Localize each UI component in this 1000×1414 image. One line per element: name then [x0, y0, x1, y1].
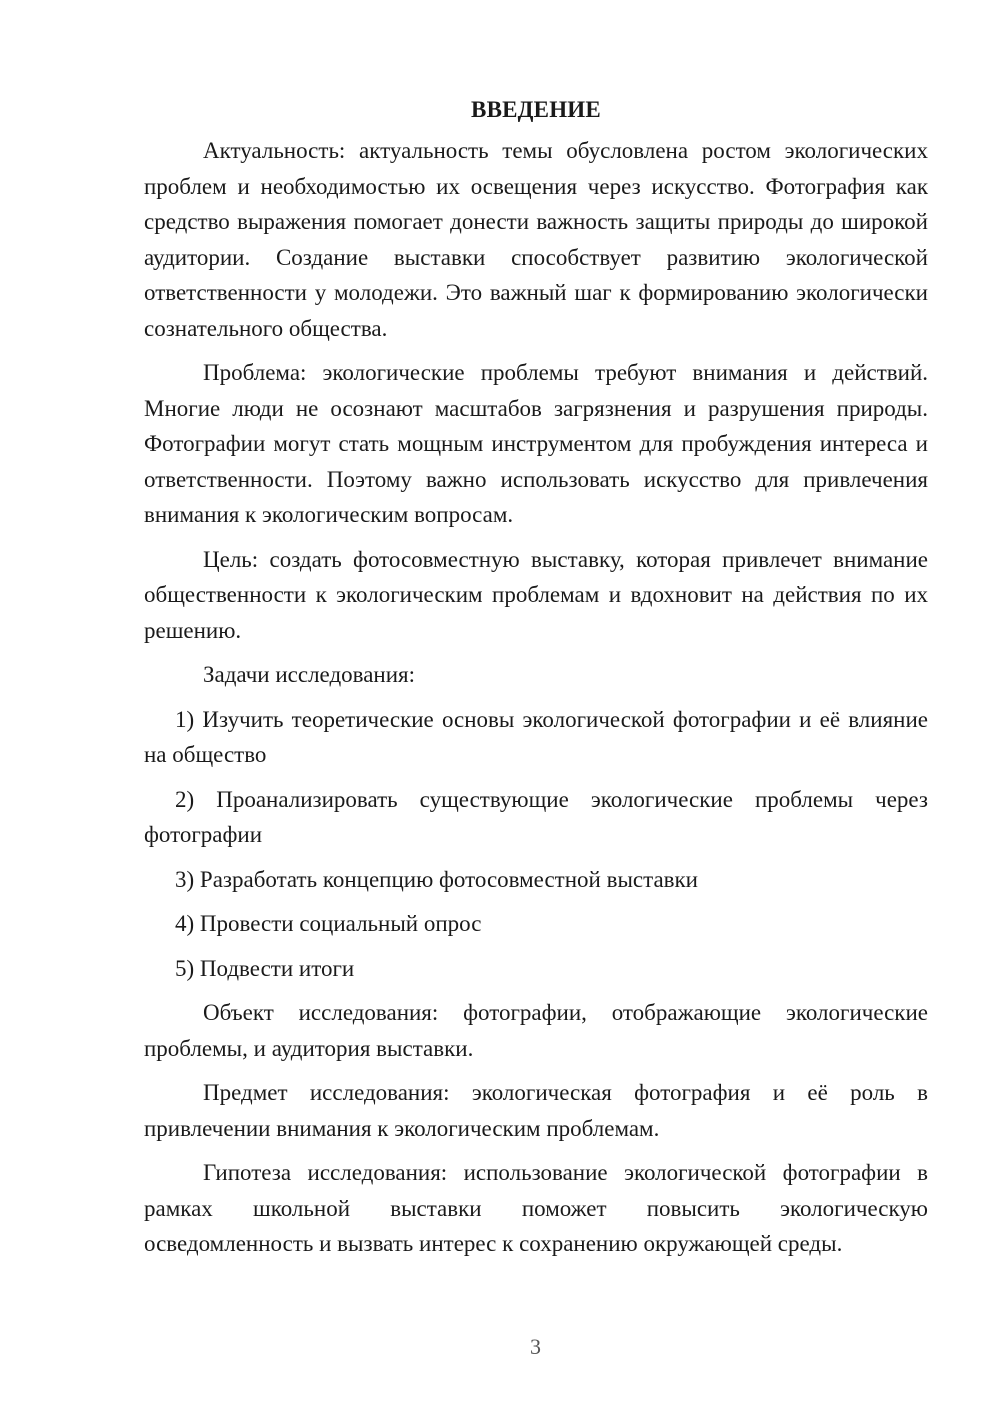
document-page — [144, 92, 928, 1271]
paragraph-problem: Проблема: экологические проблемы требуют внимания и действий. Многие люди не осознают масштабов загрязнения и разрушения природы. Фотографии могут стать мощным инструментом для пробуждения интереса и ответственности. Поэтому важно использовать искусство для привлечения внимания к экологическим вопросам. — [144, 360, 928, 527]
paragraph-relevance: Актуальность: актуальность темы обусловлена ростом экологических проблем и необходимостью их освещения через искусство. Фотография как средство выражения помогает донести важность защиты природы до широкой аудитории. Создание выставки способствует развитию экологической ответственности у молодежи. Это важный шаг к формированию экологически сознательного общества. — [144, 138, 928, 341]
paragraph-tasks-heading: Задачи исследования: — [203, 662, 416, 687]
paragraph-goal: Цель: создать фотосовместную выставку, которая привлечет внимание общественности к экологическим проблемам и вдохновит на действия по их решению. — [144, 546, 928, 643]
paragraph-hypothesis: Гипотеза исследования: использование экологической фотографии в рамках школьной выставки поможет повысить экологическую осведомленность и вызвать интерес к сохранению окружающей среды. — [144, 1160, 928, 1256]
task-item-3: 3) Разработать концепцию фотосовместной выставки — [175, 866, 698, 892]
paragraph-object: Объект исследования: фотографии, отображающие экологические проблемы, и аудитория выставки. — [144, 1000, 928, 1061]
task-item-5: 5) Подвести итоги — [175, 955, 355, 981]
section-title: ВВЕДЕНИЕ — [471, 97, 601, 122]
paragraph-subject: Предмет исследования: экологическая фотография и её роль в привлечении внимания к экологическим проблемам. — [144, 1080, 928, 1141]
task-item-2: 2) Проанализировать существующие экологические проблемы через фотографии — [144, 786, 928, 847]
task-item-1: 1) Изучить теоретические основы экологической фотографии и её влияние на общество — [144, 706, 928, 767]
page-number: 3 — [530, 1334, 541, 1359]
task-item-4: 4) Провести социальный опрос — [175, 911, 482, 936]
